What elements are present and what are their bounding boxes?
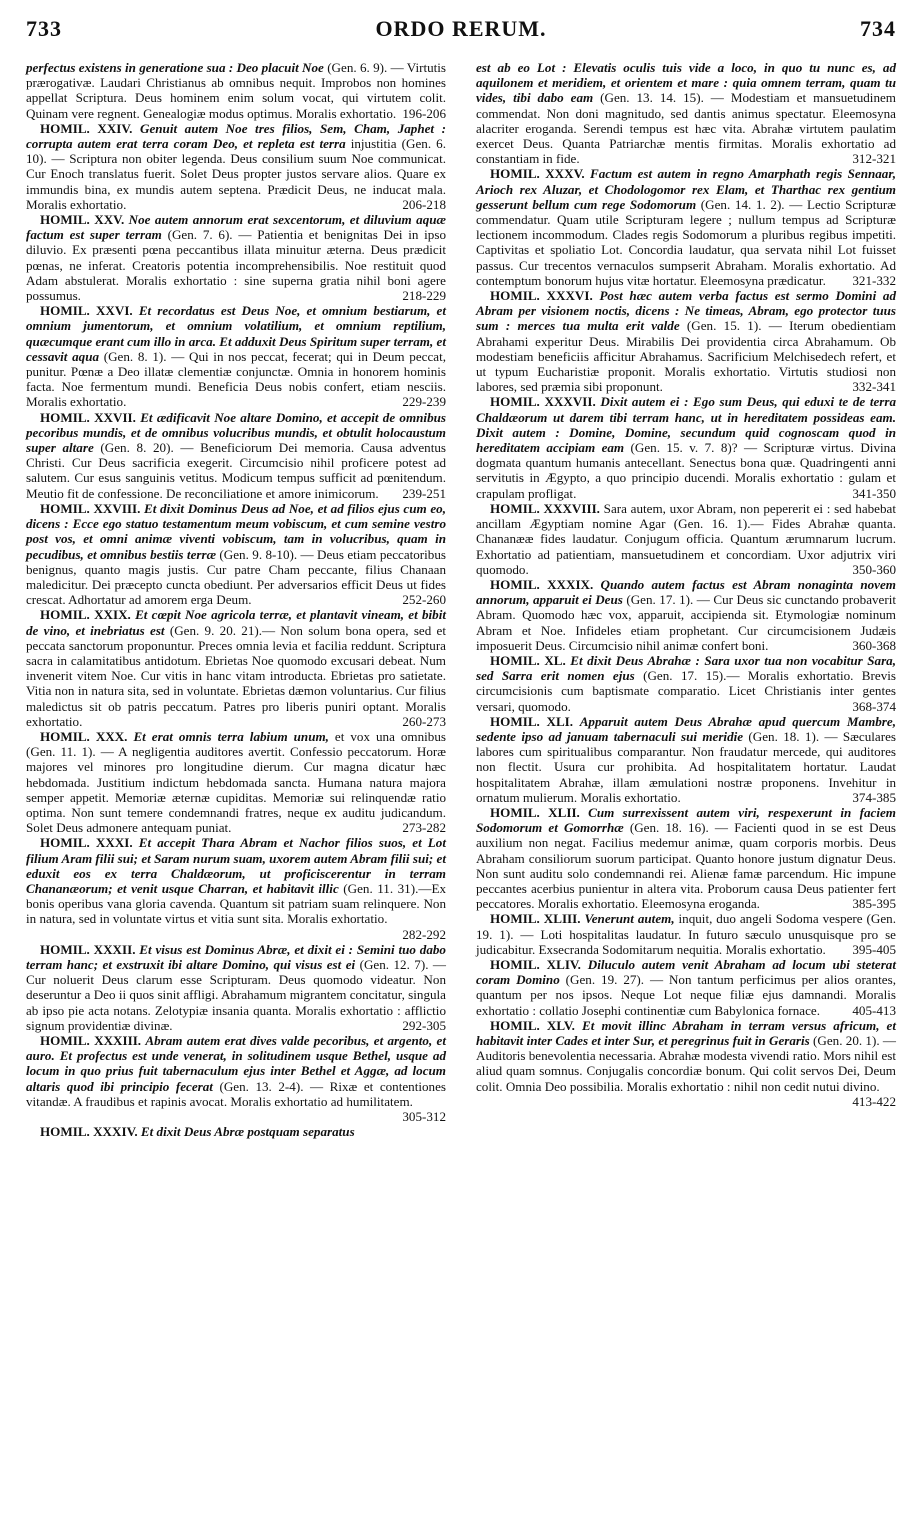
page-number-left: 733 (26, 16, 62, 41)
page-range: 395-405 (852, 941, 896, 957)
page-range: 385-395 (852, 896, 896, 912)
summary-text: (Gen. 9. 20. 21).— Non solum bona opera, sed et peccata sanctorum proponuntur. Preces omnia levia et facilia reddunt. Scriptura sacra in calamitatibus antidotum. Ebrietas Noe quomodo excusari debeat. Num invenerit vitem Noe. Cur vitis in hanc vitam introducta. Ebrietas pro satietate. Vitia non in natura sita, sed in voluntate. Ebrietas dæmon voluntarius. Cur filius maledictus sit ob patris peccatum. Patres pro liberis puniri optant. Moralis exhortatio. (26, 622, 446, 729)
page-header (26, 16, 896, 46)
homily-number: HOMIL. XLIII. (490, 911, 585, 927)
left-column (26, 60, 446, 1139)
scripture-quote: Et dixit Deus Abrahæ : Sara uxor tua non vocabitur Sara, sed Sarra erit nomen ejus (476, 652, 896, 684)
summary-text: inquit, duo angeli Sodoma vespere (Gen. 19. 1). — Loti hospitalitas laudatur. In futuro sæculo unusquisque pro se judicabitur. Exsecranda Sodomitarum nequitia. Moralis exhortatio. (476, 911, 896, 957)
summary-text: (Gen. 15. 1). — Iterum obedientiam Abrahami experitur Deus. Mirabilis Dei providentia circa Abrahamum. Ob modestiam beneficiis afficitur Abrahamus. Sacrificium Melchisedech refert, et ut typum Eucharistiæ proponit. Moralis exhortatio. Virtutis studiosi non labores, sed præmia sibi proponunt. (476, 318, 896, 395)
index-entry (26, 60, 446, 121)
index-entry (476, 1018, 896, 1109)
page-range: 341-350 (852, 485, 896, 501)
index-entry (26, 303, 446, 409)
homily-number: HOMIL. XXVII. (40, 409, 141, 425)
index-entry (476, 805, 896, 911)
index-entry (26, 942, 446, 1033)
scripture-quote: perfectus existens in generatione sua : Deo placuit Noe (26, 60, 324, 75)
summary-text: (Gen. 12. 7). — Cur noluerit Deus clarum esse Scripturam. Deus quomodo videatur. Non deseruntur a Deo ii quos sinit affligi. Abrahamum migrantem concitatur, singula ab ipso pie acta notans. Zelotypiæ insania quanta. Moralis exhortatio : afflictio signum providentiæ divinæ. (26, 956, 447, 1033)
index-entry (476, 653, 896, 714)
running-title: ORDO RERUM. (375, 16, 547, 41)
page-range: 374-385 (852, 789, 896, 805)
summary-text: (Gen. 17. 15).— Moralis exhortatio. Brevis circumcisionis cum baptismate comparatio. Licet Christianis inter gentes versari, quomodo. (476, 668, 896, 714)
page-range: 405-413 (852, 1002, 896, 1018)
scripture-quote: Diluculo autem venit Abraham ad locum ubi steterat coram Domino (476, 956, 896, 988)
page-range: 360-368 (852, 637, 896, 653)
index-entry (476, 166, 896, 288)
index-entry (26, 121, 446, 212)
summary-text: (Gen. 8. 1). — Qui in nos peccat, fecerat; qui in Deum peccat, punitur. Pœnæ a Deo illatæ clementiæ conjunctæ. Omnia in honorem hominis facta. Noe fermentum mundi. Beneficia Deus nobis confert, etiam nesciis. Moralis exhortatio. (26, 348, 446, 410)
page-range: 312-321 (852, 151, 896, 167)
page-range: 273-282 (402, 820, 446, 836)
homily-number: HOMIL. XLIV. (490, 956, 588, 972)
scripture-quote: est ab eo Lot : Elevatis oculis tuis vide a loco, in quo tu nunc es, ad aquilonem et meridiem, et orientem et mare : quia omnem terram, quam tu vides, tibi dabo eam (476, 60, 896, 106)
scripture-quote: Et ædificavit Noe altare Domino, et accepit de omnibus pecoribus mundis, et de omnibus volucribus mundis, et obtulit holocaustum super altare (26, 409, 446, 456)
page-range: 321-332 (852, 272, 896, 288)
index-entry (26, 835, 446, 941)
right-column (476, 60, 896, 1109)
scripture-quote: Et cœpit Noe agricola terræ, et plantavit vineam, et bibit de vino, et inebriatus est (26, 607, 446, 638)
page-range: 196-206 (402, 105, 446, 121)
homily-number: HOMIL. XLV. (490, 1017, 583, 1033)
scripture-quote: Dixit autem ei : Ego sum Deus, qui eduxi te de terra Chaldæorum ut darem tibi terram hanc, ut in hereditatem possideas eam. Dixit autem : Domine, Domine, secundum quid cognoscam quod in hereditatem accipiam eam (476, 394, 897, 456)
summary-text: (Gen. 18. 1). — Sæculares labores cum spiritualibus comparantur. Non fraudatur mercede, qui auditores non flectit. Usura cur prohibita. Ad hospitalitatem hortatur. Laudat hospitalitatem Abrahæ, illam æmulationi nostræ proponens. Invehitur in ornatum mulierum. Moralis exhortatio. (476, 728, 896, 805)
index-entry (26, 501, 446, 607)
homily-number: HOMIL. XLI. (490, 713, 580, 729)
index-entry (26, 212, 446, 303)
summary-text: (Gen. 6. 9). — Virtutis prærogativæ. Laudari Christianus ab omnibus nequit. Improbos non homines appellat Scriptura. Deus hominem enim solum vocat, qui virtutem colit. Quinam vere regnent. Genealogiæ modus optimus. Moralis exhortatio. (26, 60, 446, 121)
scripture-quote: Factum est autem in regno Amarphath regis Sennaar, Arioch rex Aluzar, et Chodologomor rex Elam, et Tharthac rex gentium gesserunt bellum cum rege Sodomorum (476, 166, 896, 212)
scripture-quote: Et movit illinc Abraham in terram versus africum, et habitavit inter Cades et inter Sur, et peregrinus fuit in Geraris (476, 1017, 897, 1048)
page-range: 305-312 (402, 1109, 446, 1125)
homily-number: HOMIL. XXIX. (40, 607, 136, 623)
page-range: 282-292 (402, 926, 446, 942)
summary-text: injustitia (Gen. 6. 10). — Scriptura non obiter legenda. Deus consilium suum Noe communicat. Cur Enoch translatus fuerit. Solet Deus propter justos servare alios. Quare ex immundis bina, ex mundis autem septena. Prædicit Deus, ne inducat mala. Moralis exhortatio. (26, 136, 446, 212)
homily-number: HOMIL. XXXVIII. (490, 500, 604, 516)
index-entry (476, 288, 896, 394)
homily-number: HOMIL. XXXIV. (40, 1124, 141, 1140)
page-range: 368-374 (852, 698, 896, 714)
homily-number: HOMIL. XXXIX. (490, 576, 601, 592)
summary-text: (Gen. 20. 1). — Auditoris benevolentia necessaria. Abrahæ modesta vivendi ratio. Mors nihil est aliud quam somnus. Conjugalis concordiæ bonum. Qui colit servos Dei, Deum colit. Omnia Deo possibilia. Moralis exhortatio : nihil non cedit nutui divino. (476, 1033, 897, 1094)
index-entry (26, 1033, 446, 1124)
scripture-quote: Cum surrexissent autem viri, respexerunt in faciem Sodomorum et Gomorrhæ (476, 804, 896, 836)
page-range: 292-305 (402, 1017, 446, 1033)
homily-number: HOMIL. XXXV. (490, 166, 590, 182)
homily-number: HOMIL. XXVI. (40, 303, 139, 319)
homily-number: HOMIL. XXXVII. (490, 394, 601, 410)
scripture-quote: Post hæc autem verba factus est sermo Domini ad Abram per visionem noctis, dicens : Ne timeas, Abram, ego protector tuus sum : merces tua multa erit valde (476, 288, 896, 334)
summary-text: (Gen. 8. 20). — Beneficiorum Dei memoria. Causa adventus Christi. Cur Deus sacrificia exegerit. Circumcisio nihil proficere potest ad salutem. Cur esus sanguinis vetitus. Modicum tempus sufficit ad pœnitendum. Meutio fit de confessione. De reconciliatione et amore inimicorum. (26, 440, 446, 501)
scripture-quote: Abram autem erat dives valde pecoribus, et argento, et auro. Et profectus est unde venerat, in solitudinem usque Bethel, usque ad locum in quo prius fuit tabernaculum ejus inter Bethel et Aggæ, ad locum altaris quod ibi principio fecerat (26, 1033, 446, 1094)
homily-number: HOMIL. XXVIII. (40, 500, 145, 516)
homily-number: HOMIL. XXXVI. (490, 288, 600, 304)
homily-number: HOMIL. XXV. (40, 212, 129, 228)
homily-number: HOMIL. XXXII. (40, 941, 140, 957)
summary-text: (Gen. 11. 31).—Ex bonis operibus vana gloria cavenda. Quantum sit patriam suam relinquere. Non in natura, sed in voluntate virtus et vitia sunt sita. Moralis exhortatio. (26, 880, 446, 927)
homily-number: HOMIL. XXXI. (40, 835, 139, 851)
homily-number: HOMIL. XXIV. (40, 120, 140, 136)
summary-text: (Gen. 19. 27). — Non tantum perficimus per alios orantes, quantum per nos ipsos. Neque Lot neque filiæ ejus damnandi. Moralis exhortatio : collatio Josephi continentiæ cum Babylonica fornace. (476, 972, 896, 1018)
index-entry (476, 577, 896, 653)
summary-text: (Gen. 17. 1). — Cur Deus sic cunctando probaverit Abram. Quomodo hæc vox, apparuit, accipienda sit. Etymologiæ nominum Abram et Noe. Infideles etiam prophetant. Cur circumcisionem Judæis imposuerit Deus. Circumcisio nihil animæ confert boni. (476, 592, 896, 653)
summary-text: (Gen. 13. 14. 15). — Modestiam et mansuetudinem commendat. Non doni magnitudo, sed dantis animus spectatur. Eleemosyna alacriter eroganda. Serendi tempus est hæc vita. Abrahæ virtutem paulatim exercet Deus. Quanta Patriarchæ mentis firmitas. Moralis exhortatio ad constantiam in fide. (476, 90, 896, 167)
homily-number: HOMIL. XXX. (40, 728, 134, 744)
summary-text: (Gen. 13. 2-4). — Rixæ et contentiones vitandæ. A fraudibus et rapinis avocat. Moralis exhortatio ad humilitatem. (26, 1078, 446, 1109)
index-entry (26, 1124, 446, 1139)
index-entry (476, 911, 896, 957)
homily-number: HOMIL. XL. (490, 652, 571, 668)
index-entry (476, 394, 896, 500)
scripture-quote: Et dixit Deus Abræ postquam separatus (140, 1124, 355, 1140)
page-range: 229-239 (402, 394, 446, 410)
page-number-right: 734 (860, 16, 896, 41)
summary-text: et vox una omnibus (Gen. 11. 1). — A negligentia auditores avertit. Confessio peccatorum. Horæ majores vel minores pro longitudine dierum. Cur magna dicatur hæc hebdomada. Justitium indictum hebdomada sancta. Humana natura majora semper appetit. Memoriæ æternæ cupiditas. Memoriæ sui relinquendæ ratio optima. Non sunt temere condemnandi fratres, neque ex auditu judicandum. Solet Deus admonere antequam puniat. (26, 728, 446, 836)
index-entry (476, 501, 896, 577)
scripture-quote: Venerunt autem, (584, 911, 675, 927)
index-entry (476, 714, 896, 805)
index-entry (26, 729, 446, 835)
summary-text: (Gen. 14. 1. 2). — Lectio Scripturæ commendatur. Quam utile Scripturam legere ; nullum tempus ad Scripturæ lectionem incommodum. Clades regis Sodomorum a pluribus regibus impetiti. Captivitas et spoliatio Lot. Concordia laudatur, qua servata nihil Lot fuisset passus. Cur trecentos vernaculos sumpserit Abraham. Moralis exhortatio. Ad contemptum bonorum hujus vitæ hortatur. Eleemosyna prædicatur. (476, 196, 896, 288)
scripture-quote: Et erat omnis terra labium unum, (133, 728, 329, 744)
page-range: 332-341 (852, 379, 896, 395)
homily-number: HOMIL. XLII. (490, 804, 589, 820)
page-range: 350-360 (852, 561, 896, 577)
index-entry (476, 957, 896, 1018)
scripture-quote: Genuit autem Noe tres filios, Sem, Cham, Japhet : corrupta autem erat terra coram Deo, et repleta est terra (26, 120, 446, 152)
scripture-quote: Quando autem factus est Abram nonaginta novem annorum, apparuit ei Deus (476, 576, 896, 608)
scripture-quote: Et dixit Dominus Deus ad Noe, et ad filios ejus cum eo, dicens : Ecce ego statuo testamentum meum vobiscum, et cum semine vestro post vos, et omni animæ viventi vobiscum, tam in volucribus, quam in pecudibus, et omnibus bestiis terræ (26, 500, 446, 562)
page-range: 239-251 (402, 485, 446, 501)
index-entry (476, 60, 896, 166)
page-range: 206-218 (402, 196, 446, 212)
summary-text: Sara autem, uxor Abram, non pepererit ei : sed habebat ancillam Ægyptiam nomine Agar (Gen. 16. 1).— Fides Abrahæ quanta. Chananææ fides laudatur. Conjugum officia. Quantum ærumnarum lucrum. Exhortatio ad patientiam, mansuetudinem et concordiam. Uxor adjutrix viri quomodo. (476, 500, 896, 577)
summary-text: (Gen. 9. 8-10). — Deus etiam peccatoribus benignus, quanto magis justis. Cur patre Cham peccante, filius Chanaan maledicitur. Dei præcepto cuncta obediunt. Per adversarios efficit Deus ut fides crescat. Adhortatur ad amorem erga Deum. (26, 546, 446, 608)
scripture-quote: Noe autem annorum erat sexcentorum, et diluvium aquæ factum est super terram (26, 212, 446, 243)
scripture-quote: Et recordatus est Deus Noe, et omnium bestiarum, et omnium jumentorum, et omnium volatilium, et omnium reptilium, quæcumque erant cum illo in arca. Et adduxit Deus Spiritum super terram, et cessavit aqua (26, 303, 446, 364)
index-entry (26, 607, 446, 729)
page-range: 260-273 (402, 713, 446, 729)
summary-text: (Gen. 15. v. 7. 8)? — Scripturæ virtus. Divina dogmata quantum humanis antecellant. Senectus bona quæ. Quadringenti anni servitutis in Ægypto, a quo principio ducendi. Moralis exhortatio : gulam et crapulam profligat. (476, 440, 896, 501)
summary-text: (Gen. 7. 6). — Patientia et benignitas Dei in ipso diluvio. Ex præsenti pœna peccantibus illata minuitur æterna. Deus prædicit pœnas, ne inferat. Creatoris potentia incomprehensibilis. Noe restituit quod Adam abstulerat. Moralis exhortatio : sine superna gratia nihil boni agere possumus. (26, 227, 446, 304)
page-range: 218-229 (402, 288, 446, 304)
homily-number: HOMIL. XXXIII. (40, 1033, 146, 1048)
scripture-quote: Apparuit autem Deus Abrahæ apud quercum Mambre, sedente ipso ad januam tabernaculi sui meridie (476, 713, 896, 744)
page-range: 252-260 (402, 592, 446, 608)
index-entry (26, 410, 446, 501)
page-range: 413-422 (852, 1093, 896, 1109)
scripture-quote: Et accepit Thara Abram et Nachor filios suos, et Lot filium Aram filii sui; et Saram nurum suam, uxorem autem Abram filii sui; et eduxit eos ex terra Chaldæorum, ut proficiscerentur in terram Chananæorum; et venit usque Charran, et habitavit illic (26, 835, 446, 896)
summary-text: (Gen. 18. 16). — Facienti quod in se est Deus auxilium non negat. Facilius medemur animæ, quam corporis morbis. Deus Abraham consiliorum suorum participat. Quanto honore justum dignatur Deus. Non sunt auditu solo condemnandi rei. Alienæ famæ parcendum. Hic impune peccantes acerbius punientur in altera vita. Proborum causa Deus patienter fert peccatores. Moralis exhortatio. Eleemosyna eroganda. (476, 820, 896, 912)
scripture-quote: Et visus est Dominus Abræ, et dixit ei : Semini tuo dabo terram hanc; et exstruxit ibi altare Domino, qui visus est ei (26, 941, 446, 972)
